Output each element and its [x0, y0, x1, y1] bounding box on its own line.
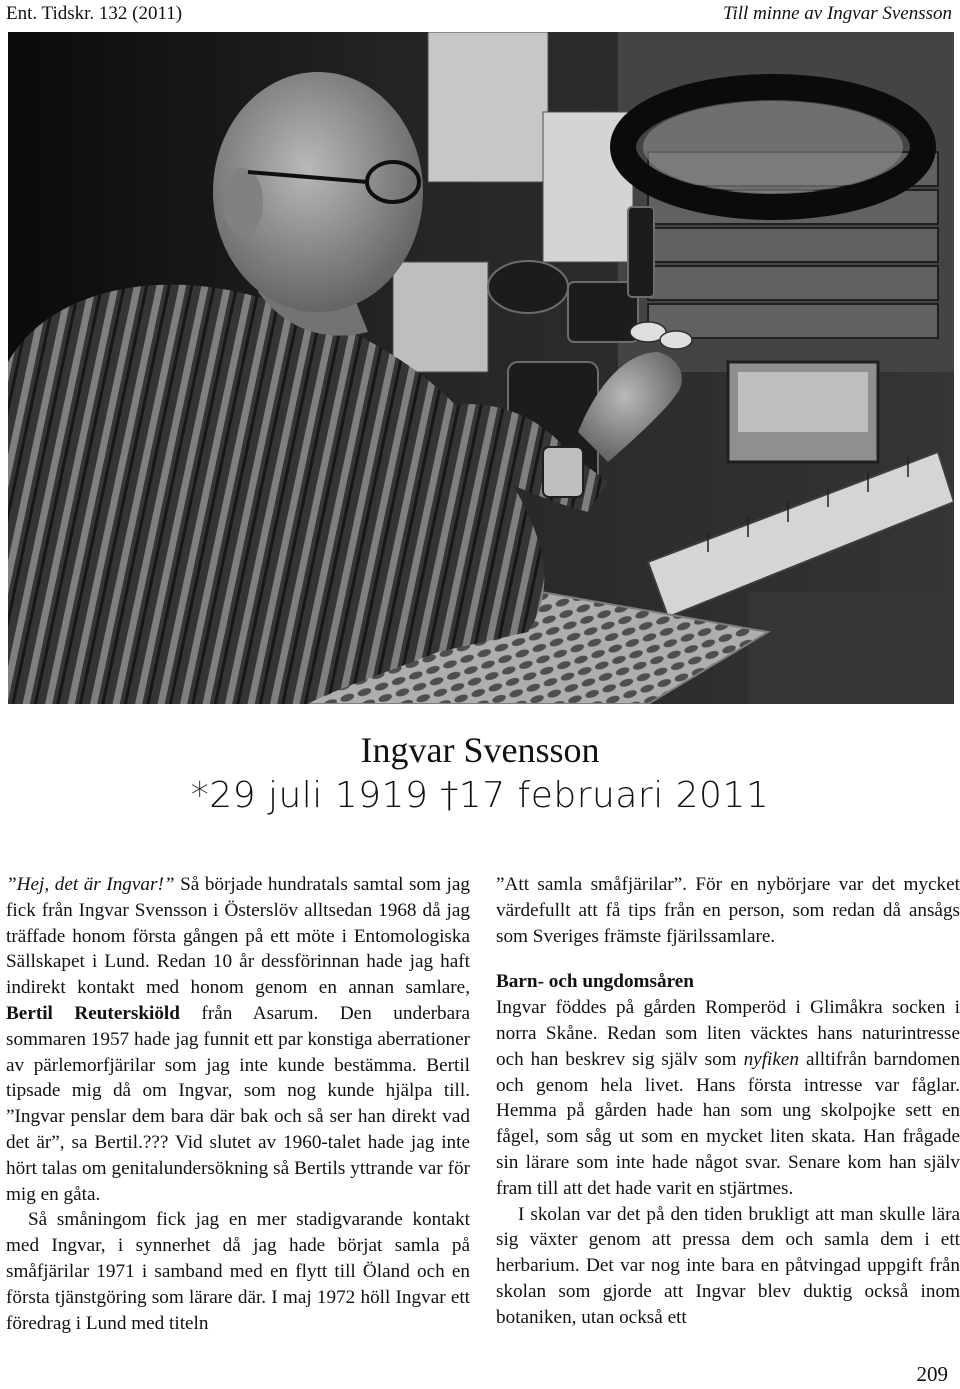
paragraph	[6, 872, 470, 1207]
left-column	[6, 872, 470, 1336]
portrait-photo	[8, 32, 954, 704]
paragraph-text: från Asarum. Den underbara sommaren 1957 hade jag funnit ett par konstiga aberrationer av pärlemorfjärilar som jag inte kunde bestämma. Bertil tipsade mig då om Ingvar, som nog kunde hjälpa till. ”Ingvar penslar dem bara där bak och så ser han direkt vad det är”, sa Bertil.??? Vid slutet av 1960-talet hade jag inte hört talas om genitalundersökning så Bertils yttrande var för mig en gåta.	[6, 1002, 470, 1205]
obituary-name: Ingvar Svensson	[360, 730, 600, 770]
paragraph-text: Så började hundratals samtal som jag fick från Ingvar Svensson i Österslöv alltsedan 1968 då jag träffade honom första gången på ett möte i Entomologiska Sällskapet i Lund. Redan 10 år dessförinnan hade jag haft indirekt kontakt med honom genom en annan samlare,	[6, 874, 470, 999]
right-column	[496, 872, 960, 1331]
paragraph: I skolan var det på den tiden brukligt att man skulle lära sig växter genom att pressa dem och samla dem i ett herbarium. Det var nog inte bara en påtvingad uppgift från skolan som gjorde att Ingvar blev duktig också inom botaniken, utan också ett	[496, 1203, 960, 1328]
page-number: 209	[916, 1362, 948, 1386]
paragraph: ”Att samla småfjärilar”. För en nybörjare var det mycket värdefullt att få tips från en person, som redan då ansågs som Sveriges främste fjärilssamlare.	[496, 874, 960, 947]
life-dates: *29 juli 1919 †17 februari 2011	[190, 775, 770, 816]
opening-quote: ”Hej, det är Ingvar!”	[6, 874, 175, 895]
paragraph	[496, 995, 960, 1201]
photo-illustration	[8, 32, 954, 704]
person-name: Bertil Reuterskiöld	[6, 1002, 180, 1024]
paragraph-text: Ingvar föddes på gården Romperöd i Glimåkra socken i norra Skåne. Redan som liten väcktes hans naturintresse och han beskrev sig själv som	[496, 997, 960, 1070]
journal-reference: Ent. Tidskr. 132 (2011)	[6, 3, 183, 24]
paragraph: Så småningom fick jag en mer stadigvarande kontakt med Ingvar, i synnerhet då jag hade börjat samla på småfjärilar 1971 i samband med en flytt till Öland och en första tjänstgöring som lärare där. I maj 1972 höll Ingvar ett föredrag i Lund med titeln	[6, 1209, 470, 1334]
paragraph-text: alltifrån barndomen och genom hela livet. Hans första intresse var fåglar. Hemma på gården hade han som ung skolpojke sett en fågel, som såg ut som en mycket liten skata. Han frågade sin lärare som inte hade något svar. Senare kom han själv fram till att det hade varit en stjärtmes.	[496, 1048, 960, 1199]
section-heading: Barn- och ungdomsåren	[496, 971, 694, 993]
section-title: Till minne av Ingvar Svensson	[722, 3, 952, 24]
emphasis: nyfiken	[743, 1048, 799, 1070]
